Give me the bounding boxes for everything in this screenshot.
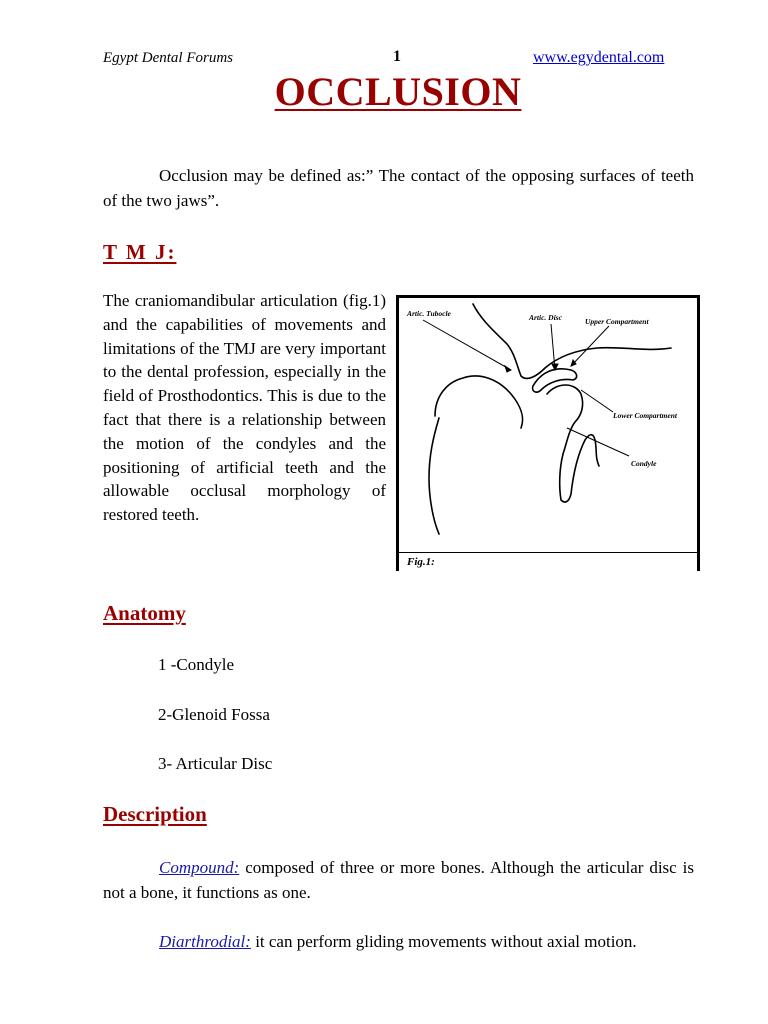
description-heading: Description	[103, 802, 207, 826]
figure-caption-divider	[399, 552, 697, 553]
tmj-paragraph: The craniomandibular articulation (fig.1) and the capabilities of movements and limitations of the TMJ are very important to the dental profession, especially in the field of Prosthodontics. This is due to the fact that there is a relationship between the motion of the condyles and the positioning of artificial teeth and the allowable occlusal morphology of restored teeth.	[103, 291, 386, 525]
header-site-name: Egypt Dental Forums	[103, 50, 233, 66]
label-artic-tubercle: Artic. Tubocle	[407, 309, 451, 318]
label-condyle: Condyle	[631, 459, 657, 468]
pointer-line-upper	[571, 326, 609, 366]
tmj-diagram	[399, 298, 697, 552]
anatomy-heading: Anatomy	[103, 601, 186, 625]
pointer-line-condyle	[567, 428, 629, 456]
compound-paragraph	[103, 855, 694, 905]
anatomy-list-item: 2-Glenoid Fossa	[158, 705, 270, 724]
tmj-figure	[396, 295, 700, 571]
anatomy-list-item: 3- Articular Disc	[158, 754, 273, 773]
header-website-link[interactable]: www.egydental.com	[533, 49, 665, 66]
anatomy-list-item: 1 -Condyle	[158, 655, 235, 674]
intro-paragraph: Occlusion may be defined as:” The contact of the opposing surfaces of teeth of the two jaws”.	[103, 166, 694, 210]
tmj-heading: T M J:	[103, 240, 177, 264]
figure-caption: Fig.1:	[407, 556, 435, 568]
compound-term: Compound:	[159, 858, 240, 877]
pointer-line-lower	[581, 390, 613, 412]
diarthrodial-paragraph	[103, 929, 694, 954]
arrowhead-tubercle	[505, 366, 511, 372]
compound-definition: composed of three or more bones. Although the articular disc is not a bone, it functions as one.	[103, 858, 694, 902]
coronoid-contour	[435, 376, 523, 428]
pointer-line-tubercle	[423, 320, 511, 370]
condyle-ramus-contour	[547, 385, 599, 502]
diarthrodial-definition: it can perform gliding movements without axial motion.	[250, 932, 637, 951]
label-artic-disc: Artic. Disc	[529, 313, 562, 322]
page-title: OCCLUSION	[274, 69, 522, 114]
label-upper-compartment: Upper Compartment	[585, 317, 649, 326]
glenoid-fossa-contour	[473, 304, 671, 378]
label-lower-compartment: Lower Compartment	[613, 411, 677, 420]
page-number: 1	[393, 48, 401, 65]
diarthrodial-term: Diarthrodial:	[159, 932, 251, 951]
posterior-border-contour	[429, 418, 439, 534]
